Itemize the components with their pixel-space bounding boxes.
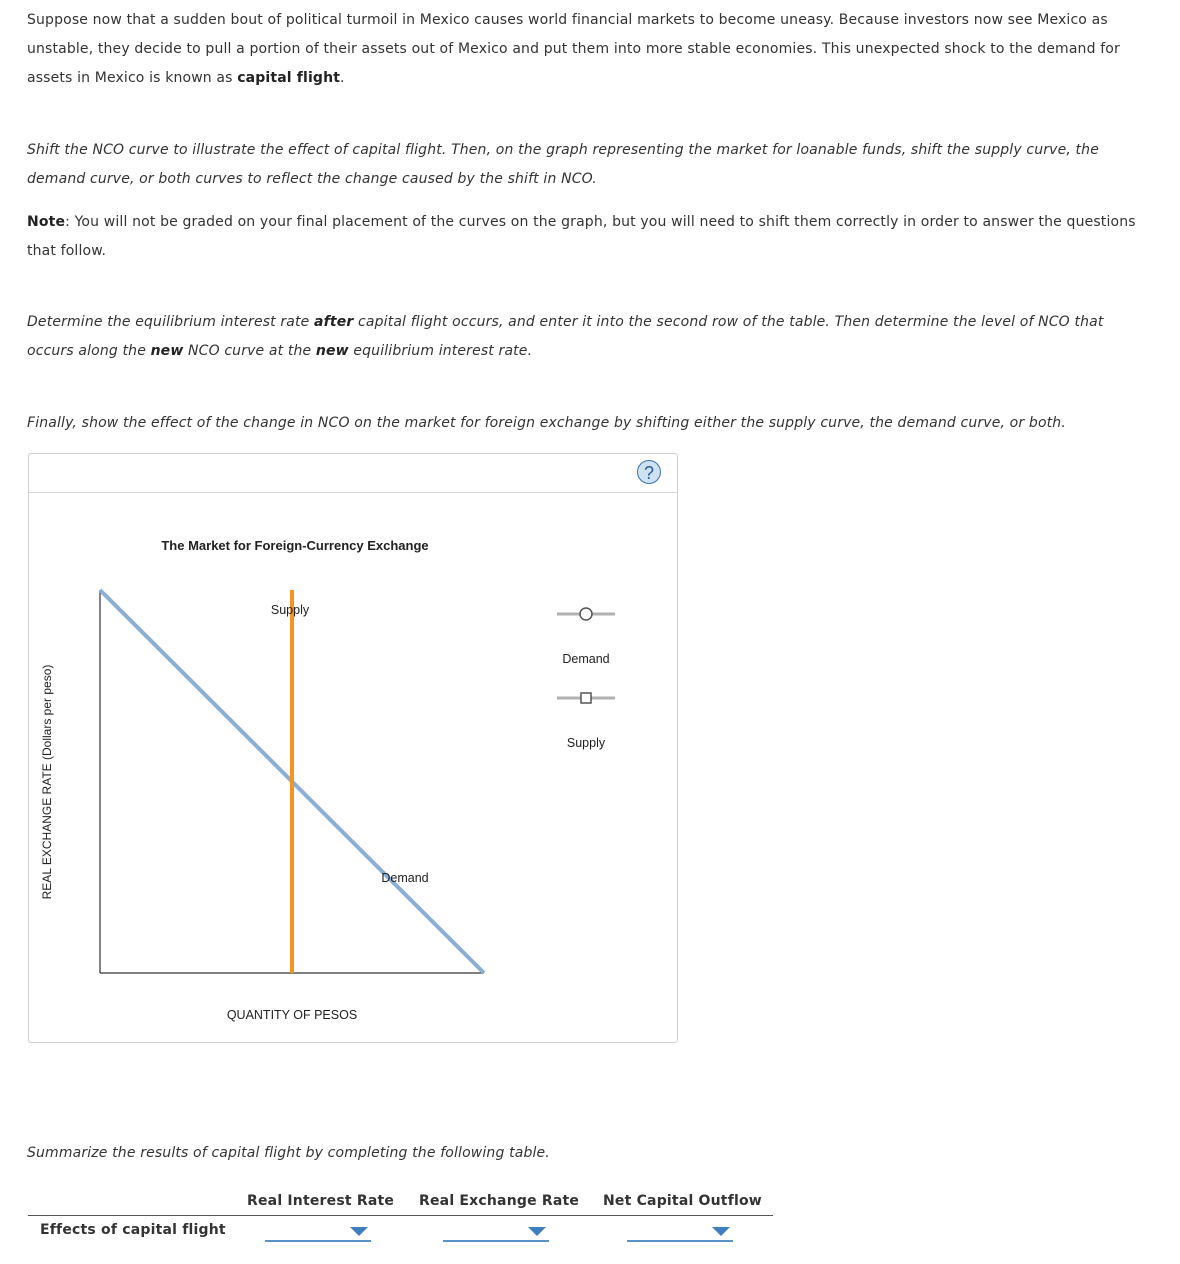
column-header-net-capital-outflow: Net Capital Outflow: [603, 1193, 762, 1209]
help-icon[interactable]: ?: [637, 460, 661, 484]
square-marker-icon: [581, 693, 591, 703]
circle-marker-icon: [580, 608, 592, 620]
net-capital-outflow-dropdown[interactable]: [627, 1222, 733, 1242]
plot-area: [100, 590, 484, 973]
chart-title: The Market for Foreign-Currency Exchange: [161, 538, 429, 553]
legend-demand-label: Demand: [562, 652, 610, 666]
legend-supply-label: Supply: [566, 736, 606, 750]
dropdown-arrow-icon: [350, 1227, 368, 1236]
supply-curve-label: Supply: [270, 603, 310, 617]
real-exchange-rate-dropdown[interactable]: [443, 1222, 549, 1242]
graph-panel: [28, 453, 678, 1043]
legend-demand-tool[interactable]: [557, 608, 615, 666]
capital-flight-term: capital flight: [237, 70, 341, 86]
intro-paragraph: Suppose now that a sudden bout of political turmoil in Mexico causes world financial markets to become uneasy. Because investors now see Mexico as unstable, they decide to pull a portion of their assets out of Mexico and put them into more stable economies. This unexpected shock to the demand for assets in Mexico is known as capital flight.: [27, 12, 1120, 86]
note-paragraph: Note: You will not be graded on your final placement of the curves on the graph, but you will need to shift them correctly in order to answer the questions that follow.: [27, 214, 1136, 259]
summary-instruction: Summarize the results of capital flight by completing the following table.: [27, 1145, 550, 1161]
y-axis-label: REAL EXCHANGE RATE (Dollars per peso): [40, 664, 54, 900]
x-axis-label: QUANTITY OF PESOS: [226, 1008, 358, 1022]
instruction-equilibrium: Determine the equilibrium interest rate after capital flight occurs, and enter it into the second row of the table. Then determine the level of NCO that occurs along the new NCO curve at the new equilibrium interest rate.: [27, 314, 1104, 359]
real-interest-rate-dropdown[interactable]: [265, 1222, 371, 1242]
demand-curve-label: Demand: [381, 871, 429, 885]
table-divider: [28, 1215, 773, 1216]
foreign-exchange-chart: [29, 454, 677, 1042]
row-label-effects: Effects of capital flight: [40, 1222, 226, 1238]
column-header-real-interest-rate: Real Interest Rate: [247, 1193, 395, 1209]
dropdown-arrow-icon: [528, 1227, 546, 1236]
column-header-real-exchange-rate: Real Exchange Rate: [419, 1193, 580, 1209]
legend-supply-tool[interactable]: [557, 693, 615, 750]
instruction-shift-nco: Shift the NCO curve to illustrate the effect of capital flight. Then, on the graph representing the market for loanable funds, shift the supply curve, the demand curve, or both curves to reflect the change caused by the shift in NCO.: [27, 142, 1099, 187]
instruction-foreign-exchange: Finally, show the effect of the change in NCO on the market for foreign exchange by shifting either the supply curve, the demand curve, or both.: [27, 415, 1066, 431]
dropdown-arrow-icon: [712, 1227, 730, 1236]
